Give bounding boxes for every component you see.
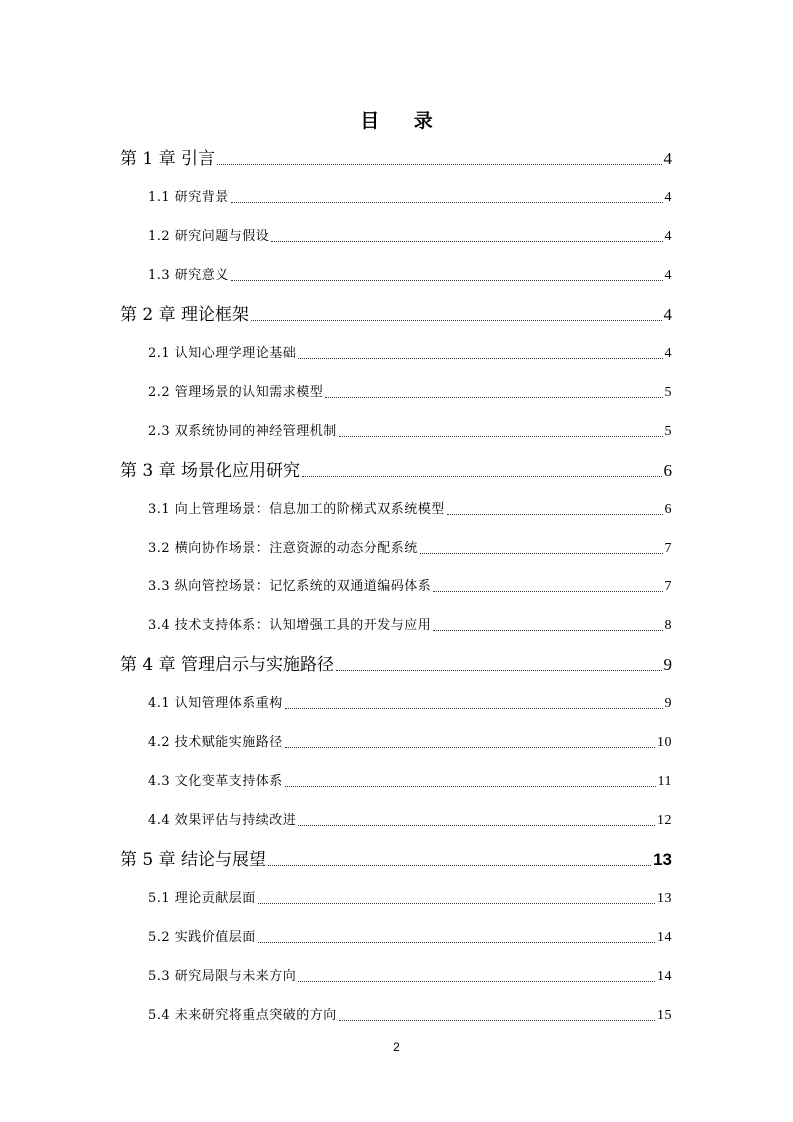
- toc-chapter-entry[interactable]: [120, 458, 672, 484]
- dot-leader: [325, 396, 662, 398]
- toc-entry-page: 11: [657, 774, 672, 790]
- toc-chapter-entry[interactable]: [120, 302, 672, 328]
- toc-entry-page: 10: [657, 735, 672, 751]
- dot-leader: [298, 980, 655, 982]
- toc-entry-label: 4.3 文化变革支持体系: [148, 774, 283, 790]
- toc-entry-page: 15: [657, 1007, 672, 1023]
- toc-entry-label: 2.1 认知心理学理论基础: [148, 345, 297, 361]
- toc-section-entry[interactable]: [148, 925, 672, 951]
- toc-entry-page: 12: [657, 813, 672, 829]
- toc-section-entry[interactable]: [148, 1003, 672, 1029]
- dot-leader: [285, 707, 663, 709]
- toc-entry-page: 4: [664, 189, 672, 205]
- toc-entry-page: 4: [664, 228, 672, 244]
- toc-entry-page: 9: [664, 696, 672, 712]
- toc-entry-page: 14: [657, 968, 672, 984]
- toc-entry-label: 第 1 章 引言: [120, 149, 216, 169]
- toc-section-entry[interactable]: [148, 263, 672, 289]
- toc-entry-label: 4.4 效果评估与持续改进: [148, 813, 297, 829]
- dot-leader: [271, 240, 662, 242]
- toc-entry-label: 3.3 纵向管控场景：记忆系统的双通道编码体系: [148, 579, 432, 595]
- toc-entry-page: 4: [663, 149, 672, 168]
- dot-leader: [231, 201, 663, 203]
- toc-entry-label: 3.1 向上管理场景：信息加工的阶梯式双系统模型: [148, 501, 445, 517]
- dot-leader: [258, 941, 655, 943]
- toc-entry-label: 5.2 实践价值层面: [148, 930, 256, 945]
- toc-chapter-entry[interactable]: [120, 146, 672, 172]
- page-number: 2: [393, 1040, 400, 1054]
- toc-section-entry[interactable]: [148, 224, 672, 250]
- dot-leader: [447, 513, 663, 515]
- toc-entry-page: 5: [664, 384, 672, 400]
- dot-leader: [339, 435, 663, 437]
- toc-section-entry[interactable]: [148, 574, 672, 600]
- toc-section-entry[interactable]: [148, 691, 672, 717]
- dot-leader: [433, 590, 662, 592]
- toc-entry-label: 2.2 管理场景的认知需求模型: [148, 384, 324, 400]
- toc-section-entry[interactable]: [148, 497, 672, 523]
- dot-leader: [302, 475, 661, 477]
- toc-entry-label: 第 5 章 结论与展望: [120, 850, 267, 871]
- toc-chapter-entry[interactable]: [120, 847, 672, 873]
- dot-leader: [285, 785, 656, 787]
- dot-leader: [336, 669, 661, 671]
- toc-section-entry[interactable]: [148, 536, 672, 562]
- toc-chapter-entry[interactable]: [120, 652, 672, 678]
- toc-section-entry[interactable]: [148, 613, 672, 639]
- toc-entry-label: 5.1 理论贡献层面: [148, 891, 256, 907]
- toc-entry-page: 14: [657, 930, 672, 945]
- toc-section-entry[interactable]: [148, 886, 672, 912]
- toc-section-entry[interactable]: [148, 964, 672, 990]
- toc-entry-label: 2.3 双系统协同的神经管理机制: [148, 423, 337, 439]
- dot-leader: [217, 163, 661, 165]
- toc-entry-page: 9: [663, 655, 672, 675]
- toc-entry-label: 第 4 章 管理启示与实施路径: [120, 655, 335, 676]
- toc-entry-page: 13: [653, 850, 672, 870]
- toc-entry-page: 13: [657, 891, 672, 907]
- toc-title: 目 录: [360, 110, 447, 132]
- toc-section-entry[interactable]: [148, 419, 672, 445]
- toc-entry-label: 3.4 技术支持体系：认知增强工具的开发与应用: [148, 618, 432, 634]
- toc-entry-label: 第 2 章 理论框架: [120, 304, 250, 325]
- toc-section-entry[interactable]: [148, 380, 672, 406]
- dot-leader: [298, 824, 655, 826]
- dot-leader: [433, 629, 662, 631]
- dot-leader: [231, 279, 663, 281]
- toc-entry-label: 1.1 研究背景: [148, 189, 229, 205]
- toc-entry-label: 4.2 技术赋能实施路径: [148, 735, 283, 751]
- toc-section-entry[interactable]: [148, 185, 672, 211]
- dot-leader: [251, 319, 661, 321]
- toc-section-entry[interactable]: [148, 341, 672, 367]
- toc-section-entry[interactable]: [148, 769, 672, 795]
- toc-entry-label: 第 3 章 场景化应用研究: [120, 460, 301, 481]
- toc-entry-page: 4: [664, 267, 672, 283]
- toc-entry-page: 7: [664, 540, 672, 556]
- dot-leader: [298, 357, 662, 359]
- toc-entry-label: 4.1 认知管理体系重构: [148, 696, 283, 712]
- toc-entry-page: 6: [664, 501, 672, 517]
- dot-leader: [420, 552, 663, 554]
- toc-entry-label: 3.2 横向协作场景：注意资源的动态分配系统: [148, 540, 418, 556]
- toc-section-entry[interactable]: [148, 808, 672, 834]
- toc-entry-page: 4: [664, 345, 672, 361]
- dot-leader: [339, 1019, 655, 1021]
- toc-entry-label: 5.3 研究局限与未来方向: [148, 968, 297, 984]
- dot-leader: [268, 864, 651, 866]
- toc-entry-page: 6: [663, 460, 672, 480]
- toc-entry-label: 1.3 研究意义: [148, 267, 229, 283]
- toc-entry-page: 5: [664, 423, 672, 439]
- toc-entry-label: 5.4 未来研究将重点突破的方向: [148, 1007, 337, 1023]
- toc-entry-page: 8: [664, 618, 672, 634]
- toc-entry-label: 1.2 研究问题与假设: [148, 228, 270, 244]
- toc-entry-page: 4: [663, 304, 672, 324]
- toc-entry-page: 7: [664, 579, 672, 595]
- toc-section-entry[interactable]: [148, 730, 672, 756]
- dot-leader: [285, 746, 655, 748]
- dot-leader: [258, 902, 655, 904]
